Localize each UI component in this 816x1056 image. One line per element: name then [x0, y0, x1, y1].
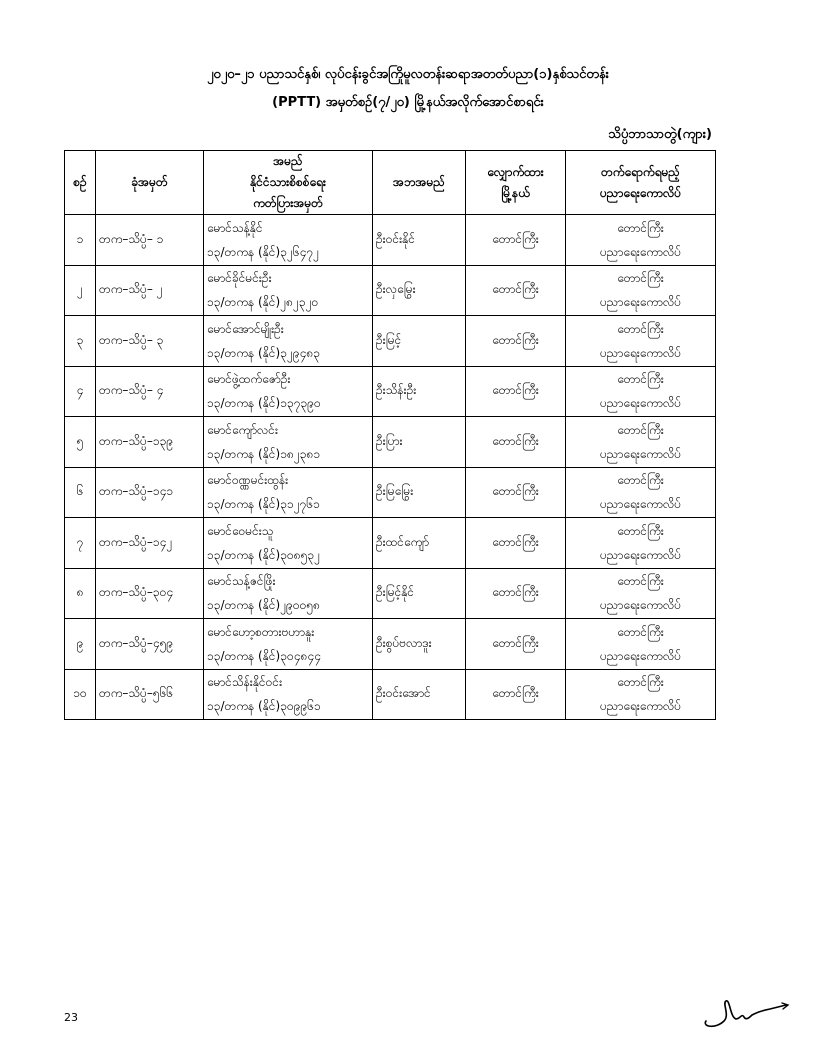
student-name: မောင်ဝေမင်းသူ [207, 523, 274, 538]
row-township: တောင်ကြီး [466, 518, 566, 569]
subject-location-label: သိပ္ပံဘာသာတွဲ(ကျား) [608, 127, 712, 142]
college-line2: ပညာရေးကောလိပ် [599, 547, 682, 562]
header-township-l1: လျှောက်ထား [487, 164, 544, 179]
college-line2: ပညာရေးကောလိပ် [599, 497, 682, 512]
nrc-number: ၁၃/တကန (နိုင်)၃၂၉၄၈၃ [207, 345, 320, 360]
row-township: တောင်ကြီး [466, 316, 566, 367]
nrc-number: ၁၃/တကန (နိုင်)၁၃၇၃၉၀ [207, 396, 321, 411]
student-name: မောင်ဟော့စတားဗဟာနူး [207, 624, 315, 639]
row-father: ဦးစွပ်ဗလာဒူး [373, 619, 466, 670]
row-no: ၅ [65, 417, 96, 468]
row-roll: တက–သိပ္ပံ–၁၄၂ [96, 518, 204, 569]
nrc-number: ၁၃/တကန (နိုင်)၃၀၄၈၄၄ [207, 648, 321, 663]
row-name [204, 619, 373, 670]
table-row [65, 316, 716, 367]
row-township: တောင်ကြီး [466, 619, 566, 670]
nrc-number: ၁၃/တကန (နိုင်)၃၀၉၉၆၁ [207, 699, 321, 714]
row-college [566, 215, 716, 266]
header-township [466, 151, 566, 215]
row-name [204, 316, 373, 367]
header-name-l3: ကတ်ပြားအမှတ် [253, 196, 323, 210]
college-line2: ပညာရေးကောလိပ် [599, 446, 682, 461]
table-row [65, 669, 716, 720]
row-roll: တက–သိပ္ပံ– ၂ [96, 265, 204, 316]
row-father: ဦးလှမြွေး [373, 265, 466, 316]
row-college [566, 417, 716, 468]
row-roll: တက–သိပ္ပံ–၁၃၉ [96, 417, 204, 468]
college-line1: တောင်ကြီး [617, 675, 664, 690]
college-line1: တောင်ကြီး [617, 422, 664, 437]
row-father: ဦးဝင်းအောင် [373, 669, 466, 720]
table-row [65, 215, 716, 266]
row-father: ဦးဝင်းနိုင် [373, 215, 466, 266]
row-college [566, 568, 716, 619]
college-line2: ပညာရေးကောလိပ် [599, 396, 682, 411]
header-township-l2: မြို့နယ် [501, 185, 530, 200]
header-father: အဘအမည် [373, 151, 466, 215]
row-roll: တက–သိပ္ပံ– ၄ [96, 366, 204, 417]
row-roll: တက–သိပ္ပံ–၁၄၁ [96, 467, 204, 518]
row-no: ၁၀ [65, 669, 96, 720]
row-roll: တက–သိပ္ပံ–၄၅၉ [96, 619, 204, 670]
student-name: မောင်ဖွဲ့ထက်ဇော်ဦး [207, 372, 291, 387]
row-name [204, 265, 373, 316]
row-name [204, 568, 373, 619]
table-header-row [65, 151, 716, 215]
table-row [65, 366, 716, 417]
nrc-number: ၁၃/တကန (နိုင်)၃၂၆၄၇၂ [207, 244, 320, 259]
row-name [204, 417, 373, 468]
row-college [566, 366, 716, 417]
college-line2: ပညာရေးကောလိပ် [599, 244, 682, 259]
student-name: မောင်အောင်မျိုးဦး [207, 321, 284, 336]
row-father: ဦးမြမြွေး [373, 467, 466, 518]
row-township: တောင်ကြီး [466, 417, 566, 468]
row-college [566, 316, 716, 367]
student-name: မောင်သန့်ဇင်ဖြိုး [207, 574, 276, 589]
table-row [65, 568, 716, 619]
row-township: တောင်ကြီး [466, 265, 566, 316]
student-name: မောင်သိန်းနိုင်ဝင်း [207, 675, 283, 690]
row-name [204, 215, 373, 266]
row-no: ၇ [65, 518, 96, 569]
row-college [566, 265, 716, 316]
row-no: ၄ [65, 366, 96, 417]
row-roll: တက–သိပ္ပံ–၅၆၆ [96, 669, 204, 720]
row-township: တောင်ကြီး [466, 366, 566, 417]
row-township: တောင်ကြီး [466, 568, 566, 619]
header-roll: ခုံအမှတ် [96, 151, 204, 215]
college-line1: တောင်ကြီး [617, 372, 664, 387]
college-line1: တောင်ကြီး [617, 624, 664, 639]
row-name [204, 518, 373, 569]
row-college [566, 518, 716, 569]
row-father: ဦးထင်ကျော် [373, 518, 466, 569]
document-title-line1: ၂၀၂၀–၂၁ ပညာသင်နှစ်၊ လုပ်ငန်းခွင်အကြိုမူလတန်းဆရာအတတ်ပညာ(၁)နှစ်သင်တန်း [207, 67, 609, 82]
row-college [566, 619, 716, 670]
table-row [65, 518, 716, 569]
header-name [204, 151, 373, 215]
student-name: မောင်ကျော်လင်း [207, 422, 279, 437]
college-line2: ပညာရေးကောလိပ် [599, 295, 682, 310]
document-title-line2: (PPTT) အမှတ်စဉ်(၇/၂၀) မြို့နယ်အလိုက်အောင်စာရင်း [272, 95, 544, 110]
row-father: ဦးမြင့်နိုင် [373, 568, 466, 619]
table-row [65, 619, 716, 670]
row-college [566, 669, 716, 720]
nrc-number: ၁၃/တကန (နိုင်)၁၈၂၃၈၁ [207, 446, 321, 461]
college-line1: တောင်ကြီး [617, 473, 664, 488]
row-father: ဦးမြင့် [373, 316, 466, 367]
row-college [566, 467, 716, 518]
student-name: မောင်ဝဏ္ဏမင်းထွန်း [207, 473, 289, 488]
header-college-l2: ပညာရေးကောလိပ် [599, 185, 682, 200]
college-line2: ပညာရေးကောလိပ် [599, 699, 682, 714]
header-name-l2: နိုင်ငံသားစိစစ်ရေး [250, 175, 326, 189]
table-row [65, 265, 716, 316]
row-no: ၂ [65, 265, 96, 316]
college-line1: တောင်ကြီး [617, 321, 664, 336]
row-roll: တက–သိပ္ပံ–၃၀၄ [96, 568, 204, 619]
row-no: ၁ [65, 215, 96, 266]
college-line1: တောင်ကြီး [617, 574, 664, 589]
row-no: ၉ [65, 619, 96, 670]
header-name-l1: အမည် [273, 154, 303, 168]
college-line2: ပညာရေးကောလိပ် [599, 345, 682, 360]
nrc-number: ၁၃/တကန (နိုင်)၃၁၂၇၆၁ [207, 497, 320, 512]
row-roll: တက–သိပ္ပံ– ၃ [96, 316, 204, 367]
table-row [65, 417, 716, 468]
header-no: စဉ် [65, 151, 96, 215]
results-table [64, 150, 716, 720]
nrc-number: ၁၃/တကန (နိုင်)၂၉၀၀၅၈ [207, 598, 320, 613]
row-father: ဦးသိန်းဦး [373, 366, 466, 417]
row-township: တောင်ကြီး [466, 669, 566, 720]
student-name: မောင်ခိုင်မင်းဦး [207, 271, 272, 286]
row-name [204, 467, 373, 518]
nrc-number: ၁၃/တကန (နိုင်)၃၀၈၅၃၂ [207, 547, 320, 562]
college-line2: ပညာရေးကောလိပ် [599, 598, 682, 613]
header-college [566, 151, 716, 215]
page-number: 23 [64, 1011, 78, 1024]
row-roll: တက–သိပ္ပံ– ၁ [96, 215, 204, 266]
header-college-l1: တက်ရောက်ရမည့် [601, 164, 680, 179]
table-row [65, 467, 716, 518]
student-name: မောင်သန့်နိုင် [207, 220, 263, 235]
row-name [204, 366, 373, 417]
college-line1: တောင်ကြီး [617, 523, 664, 538]
row-no: ၆ [65, 467, 96, 518]
row-name [204, 669, 373, 720]
row-no: ၃ [65, 316, 96, 367]
row-no: ၈ [65, 568, 96, 619]
signature-mark [700, 995, 790, 1035]
row-township: တောင်ကြီး [466, 215, 566, 266]
college-line1: တောင်ကြီး [617, 220, 664, 235]
row-father: ဦးပြား [373, 417, 466, 468]
row-township: တောင်ကြီး [466, 467, 566, 518]
college-line1: တောင်ကြီး [617, 271, 664, 286]
nrc-number: ၁၃/တကန (နိုင်)၂၈၂၃၂၀ [207, 295, 319, 310]
college-line2: ပညာရေးကောလိပ် [599, 648, 682, 663]
